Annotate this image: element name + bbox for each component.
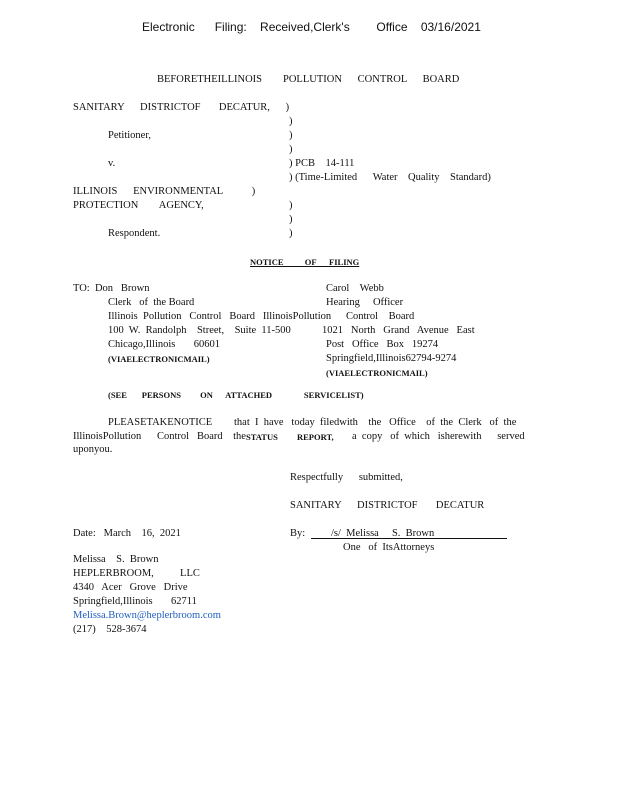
caption-paren: ) <box>289 200 293 211</box>
service-right-line: Post Office Box 19274 <box>326 339 439 350</box>
attorney-firm: HEPLERBROOM, LLC <box>73 568 200 579</box>
see-persons-note: (SEE PERSONS ON ATTACHED SERVICELIST) <box>108 390 364 400</box>
signature: /s/ Melissa S. Brown <box>331 528 435 539</box>
body-status-word: STATUS <box>246 432 278 442</box>
filing-date: Date: March 16, 2021 <box>73 528 181 539</box>
caption-party-petitioner: SANITARY DISTRICTOF DECATUR, ) <box>73 102 290 113</box>
attorney-email-link[interactable]: Melissa.Brown@heplerbroom.com <box>73 610 221 621</box>
submitting-entity: SANITARY DISTRICTOF DECATUR <box>290 500 485 511</box>
case-description: ) (Time-Limited Water Quality Standard) <box>289 172 491 183</box>
service-right-line: 1021 North Grand Avenue East <box>322 325 475 336</box>
body-line1-start: PLEASETAKENOTICE <box>108 417 213 428</box>
caption-party-respondent-line2: PROTECTION AGENCY, <box>73 200 204 211</box>
board-title: BEFORETHEILLINOIS POLLUTION CONTROL BOARD <box>157 74 460 85</box>
attorneys-caption: One of ItsAttorneys <box>343 542 435 553</box>
attorney-phone: (217) 528-3674 <box>73 624 147 635</box>
attorney-name: Melissa S. Brown <box>73 554 159 565</box>
caption-petitioner-label: Petitioner, <box>108 130 152 141</box>
service-to-label: TO: Don Brown <box>73 283 150 294</box>
body-line2-start: IllinoisPollution Control Board the <box>73 431 246 442</box>
caption-versus: v. <box>108 158 116 169</box>
service-right-line: Springfield,Illinois62794-9274 <box>326 353 457 364</box>
service-left-line: Illinois Pollution Control Board IllinoisPollution <box>108 311 332 322</box>
service-right-line: Control Board <box>346 311 415 322</box>
service-right-via: (VIAELECTRONICMAIL) <box>326 368 428 378</box>
body-line1-end: that I have today filedwith the Office of the Clerk of the <box>234 417 517 428</box>
service-right-line: Carol Webb <box>326 283 384 294</box>
caption-respondent-label: Respondent. <box>108 228 161 239</box>
service-left-line: Clerk of the Board <box>108 297 195 308</box>
caption-paren: ) <box>289 144 293 155</box>
case-number: ) PCB 14-111 <box>289 158 355 169</box>
respectfully-submitted: Respectfully submitted, <box>290 472 403 483</box>
body-line3: uponyou. <box>73 444 113 455</box>
service-left-via: (VIAELECTRONICMAIL) <box>108 354 210 364</box>
notice-title: NOTICE OF FILING <box>250 257 360 267</box>
caption-paren: ) <box>289 130 293 141</box>
caption-paren: ) <box>289 214 293 225</box>
caption-paren: ) <box>289 228 293 239</box>
attorney-address-line1: 4340 Acer Grove Drive <box>73 582 188 593</box>
caption-paren: ) <box>289 116 293 127</box>
electronic-filing-stamp: Electronic Filing: Received,Clerk's Office 03/16/2021 <box>142 20 481 34</box>
service-left-line: Chicago,Illinois 60601 <box>108 339 220 350</box>
body-line2-end: a copy of which isherewith served <box>352 431 525 442</box>
attorney-address-line2: Springfield,Illinois 62711 <box>73 596 197 607</box>
by-label: By: <box>290 528 306 539</box>
service-right-line: Hearing Officer <box>326 297 404 308</box>
body-report-word: REPORT, <box>297 432 334 442</box>
service-left-line: 100 W. Randolph Street, Suite 11-500 <box>108 325 291 336</box>
caption-party-respondent-line1: ILLINOIS ENVIRONMENTAL ) <box>73 186 256 197</box>
